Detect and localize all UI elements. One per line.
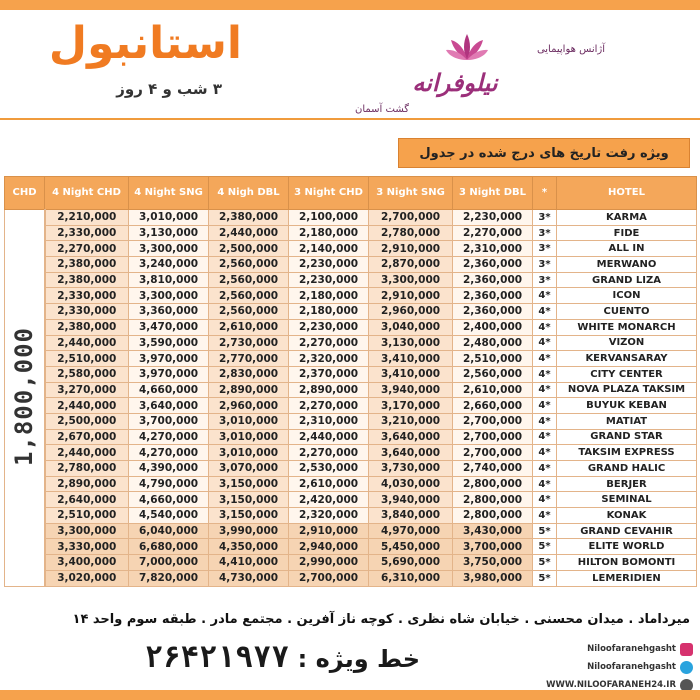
price-cell-n4-dbl: 2,830,000 xyxy=(209,366,289,382)
price-cell-n3-sng: 2,910,000 xyxy=(369,241,453,257)
price-cell-n3-sng: 3,210,000 xyxy=(369,413,453,429)
hotel-stars: 4* xyxy=(533,335,557,351)
price-cell-n4-chd: 2,780,000 xyxy=(45,461,129,477)
price-cell-n4-dbl: 3,150,000 xyxy=(209,508,289,524)
price-cell-n3-dbl: 2,400,000 xyxy=(453,319,533,335)
price-cell-n3-dbl: 3,700,000 xyxy=(453,539,533,555)
hotel-name: TAKSIM EXPRESS xyxy=(557,445,697,461)
hotel-stars: 4* xyxy=(533,288,557,304)
price-cell-n4-dbl: 3,150,000 xyxy=(209,492,289,508)
table-row xyxy=(5,210,697,226)
page-title: استانبول xyxy=(48,18,242,69)
price-cell-n3-dbl: 2,700,000 xyxy=(453,429,533,445)
price-cell-n4-dbl: 2,560,000 xyxy=(209,304,289,320)
price-cell-n3-sng: 2,780,000 xyxy=(369,225,453,241)
social-telegram-text: Niloofaranehgasht xyxy=(587,662,676,672)
price-cell-n3-chd: 2,700,000 xyxy=(289,570,369,586)
price-cell-n4-sng: 4,270,000 xyxy=(129,429,209,445)
price-cell-n3-chd: 2,270,000 xyxy=(289,445,369,461)
price-cell-n3-sng: 3,640,000 xyxy=(369,445,453,461)
price-cell-n4-chd: 2,380,000 xyxy=(45,257,129,273)
price-cell-n3-chd: 2,230,000 xyxy=(289,272,369,288)
price-cell-n4-sng: 3,010,000 xyxy=(129,210,209,226)
price-cell-n4-sng: 4,540,000 xyxy=(129,508,209,524)
price-cell-n4-dbl: 4,350,000 xyxy=(209,539,289,555)
price-cell-n3-chd: 2,370,000 xyxy=(289,366,369,382)
hotline-number[interactable]: ۲۶۴۲۱۹۷۷ xyxy=(144,640,290,675)
price-cell-n4-sng: 7,820,000 xyxy=(129,570,209,586)
price-cell-n4-chd: 2,640,000 xyxy=(45,492,129,508)
price-cell-n3-sng: 4,030,000 xyxy=(369,476,453,492)
price-cell-n3-chd: 2,180,000 xyxy=(289,288,369,304)
address: میرداماد . میدان محسنی . خیابان شاه نظری . کوچه ناز آفرین . مجتمع مادر . طبقه سوم واحد ۱۴ xyxy=(72,612,690,627)
price-cell-n4-sng: 4,660,000 xyxy=(129,492,209,508)
price-cell-n3-chd: 2,180,000 xyxy=(289,225,369,241)
hotel-name: KONAK xyxy=(557,508,697,524)
price-cell-n4-sng: 3,590,000 xyxy=(129,335,209,351)
price-cell-n4-dbl: 3,990,000 xyxy=(209,523,289,539)
price-cell-n3-sng: 3,640,000 xyxy=(369,429,453,445)
table-row xyxy=(5,335,697,351)
hotel-stars: 3* xyxy=(533,272,557,288)
hotel-stars: 4* xyxy=(533,429,557,445)
price-cell-n4-chd: 3,270,000 xyxy=(45,382,129,398)
hotel-stars: 4* xyxy=(533,319,557,335)
price-cell-n4-dbl: 4,410,000 xyxy=(209,555,289,571)
price-cell-n3-dbl: 2,230,000 xyxy=(453,210,533,226)
price-cell-n4-sng: 3,300,000 xyxy=(129,288,209,304)
price-cell-n4-chd: 2,510,000 xyxy=(45,508,129,524)
price-cell-n3-sng: 2,870,000 xyxy=(369,257,453,273)
price-cell-n4-sng: 6,040,000 xyxy=(129,523,209,539)
price-cell-n3-chd: 2,270,000 xyxy=(289,398,369,414)
hotel-stars: 4* xyxy=(533,351,557,367)
hotel-name: CITY CENTER xyxy=(557,366,697,382)
hotel-stars: 3* xyxy=(533,241,557,257)
hotel-name: FIDE xyxy=(557,225,697,241)
bottom-bar xyxy=(0,690,700,700)
table-header-row xyxy=(5,177,697,210)
price-cell-n3-dbl: 2,310,000 xyxy=(453,241,533,257)
table-row xyxy=(5,288,697,304)
price-cell-n3-dbl: 2,360,000 xyxy=(453,272,533,288)
price-cell-n4-sng: 4,660,000 xyxy=(129,382,209,398)
price-cell-n4-sng: 7,000,000 xyxy=(129,555,209,571)
price-cell-n3-dbl: 3,430,000 xyxy=(453,523,533,539)
price-cell-n3-dbl: 3,980,000 xyxy=(453,570,533,586)
price-cell-n4-dbl: 3,150,000 xyxy=(209,476,289,492)
hotel-name: CUENTO xyxy=(557,304,697,320)
agency-tagline: آژانس هواپیمایی xyxy=(536,44,605,55)
price-cell-n3-sng: 3,940,000 xyxy=(369,492,453,508)
price-cell-n4-sng: 3,130,000 xyxy=(129,225,209,241)
price-cell-n4-dbl: 2,500,000 xyxy=(209,241,289,257)
price-table xyxy=(4,176,697,587)
price-cell-n4-sng: 3,240,000 xyxy=(129,257,209,273)
agency-tagline-2: گشت آسمان xyxy=(355,104,410,115)
hotel-stars: 4* xyxy=(533,445,557,461)
hotel-stars: 4* xyxy=(533,508,557,524)
hotel-name: WHITE MONARCH xyxy=(557,319,697,335)
agency-logo xyxy=(355,30,605,115)
price-cell-n4-sng: 3,700,000 xyxy=(129,413,209,429)
table-row xyxy=(5,241,697,257)
table-row xyxy=(5,272,697,288)
price-cell-n3-dbl: 2,800,000 xyxy=(453,492,533,508)
price-cell-n4-dbl: 3,070,000 xyxy=(209,461,289,477)
price-cell-n4-chd: 2,890,000 xyxy=(45,476,129,492)
price-cell-n4-sng: 3,470,000 xyxy=(129,319,209,335)
price-cell-n4-chd: 3,330,000 xyxy=(45,539,129,555)
table-row xyxy=(5,570,697,586)
price-cell-n3-chd: 2,420,000 xyxy=(289,492,369,508)
hotel-stars: 5* xyxy=(533,523,557,539)
price-cell-n3-chd: 2,140,000 xyxy=(289,241,369,257)
hotel-name: ICON xyxy=(557,288,697,304)
offer-banner: ویژه رفت تاریخ های درج شده در جدول xyxy=(398,138,690,168)
price-cell-n3-dbl: 2,270,000 xyxy=(453,225,533,241)
price-cell-n4-dbl: 4,730,000 xyxy=(209,570,289,586)
col-3night-chd: 3 Night CHD xyxy=(289,177,369,210)
price-cell-n3-sng: 3,840,000 xyxy=(369,508,453,524)
price-cell-n3-sng: 3,300,000 xyxy=(369,272,453,288)
price-cell-n4-chd: 2,380,000 xyxy=(45,319,129,335)
price-cell-n3-dbl: 2,740,000 xyxy=(453,461,533,477)
hotel-name: VIZON xyxy=(557,335,697,351)
price-cell-n4-dbl: 2,960,000 xyxy=(209,398,289,414)
price-cell-n3-sng: 2,700,000 xyxy=(369,210,453,226)
price-cell-n4-chd: 2,270,000 xyxy=(45,241,129,257)
price-cell-n4-sng: 3,810,000 xyxy=(129,272,209,288)
agency-name: نیلوفرانه xyxy=(412,68,498,97)
price-cell-n3-dbl: 2,610,000 xyxy=(453,382,533,398)
price-cell-n4-chd: 2,580,000 xyxy=(45,366,129,382)
price-cell-n3-sng: 2,910,000 xyxy=(369,288,453,304)
price-cell-n4-chd: 2,330,000 xyxy=(45,225,129,241)
hotel-stars: 4* xyxy=(533,304,557,320)
price-cell-n4-sng: 4,390,000 xyxy=(129,461,209,477)
hotel-name: BERJER xyxy=(557,476,697,492)
price-cell-n4-chd: 2,380,000 xyxy=(45,272,129,288)
hotel-name: GRAND STAR xyxy=(557,429,697,445)
price-cell-n3-dbl: 2,560,000 xyxy=(453,366,533,382)
hotel-stars: 4* xyxy=(533,492,557,508)
table-row xyxy=(5,445,697,461)
price-cell-n4-chd: 2,440,000 xyxy=(45,335,129,351)
hotel-stars: 4* xyxy=(533,366,557,382)
price-cell-n4-dbl: 3,010,000 xyxy=(209,429,289,445)
table-row xyxy=(5,539,697,555)
price-cell-n4-sng: 3,970,000 xyxy=(129,366,209,382)
hotel-name: ALL IN xyxy=(557,241,697,257)
social-instagram[interactable] xyxy=(488,640,693,658)
price-cell-n3-sng: 5,450,000 xyxy=(369,539,453,555)
price-cell-n4-dbl: 2,440,000 xyxy=(209,225,289,241)
social-instagram-text: Niloofaranehgasht xyxy=(587,644,676,654)
price-cell-n3-chd: 2,910,000 xyxy=(289,523,369,539)
price-cell-n4-chd: 2,330,000 xyxy=(45,304,129,320)
price-cell-n3-sng: 3,040,000 xyxy=(369,319,453,335)
table-row xyxy=(5,366,697,382)
price-cell-n4-sng: 4,270,000 xyxy=(129,445,209,461)
price-cell-n4-sng: 3,360,000 xyxy=(129,304,209,320)
price-cell-n3-sng: 3,410,000 xyxy=(369,351,453,367)
tour-duration: ۳ شب و ۴ روز xyxy=(116,80,222,98)
hotel-name: NOVA PLAZA TAKSIM xyxy=(557,382,697,398)
price-cell-n4-dbl: 3,010,000 xyxy=(209,445,289,461)
hotel-stars: 4* xyxy=(533,382,557,398)
price-cell-n4-chd: 2,440,000 xyxy=(45,445,129,461)
price-cell-n4-chd: 3,020,000 xyxy=(45,570,129,586)
price-cell-n4-dbl: 2,380,000 xyxy=(209,210,289,226)
header-stripe xyxy=(0,0,700,10)
price-cell-n3-sng: 2,960,000 xyxy=(369,304,453,320)
chd-price-cell xyxy=(5,210,45,587)
table-row xyxy=(5,319,697,335)
hotel-stars: 4* xyxy=(533,398,557,414)
hotel-stars: 5* xyxy=(533,570,557,586)
hotel-stars: 5* xyxy=(533,539,557,555)
price-cell-n4-sng: 3,300,000 xyxy=(129,241,209,257)
price-cell-n3-sng: 4,970,000 xyxy=(369,523,453,539)
price-cell-n3-chd: 2,440,000 xyxy=(289,429,369,445)
price-cell-n3-dbl: 2,360,000 xyxy=(453,288,533,304)
col-3night-dbl: 3 Night DBL xyxy=(453,177,533,210)
price-cell-n3-dbl: 2,700,000 xyxy=(453,413,533,429)
hotel-name: LEMERIDIEN xyxy=(557,570,697,586)
price-cell-n4-chd: 2,330,000 xyxy=(45,288,129,304)
header xyxy=(0,0,700,120)
hotel-name: GRAND LIZA xyxy=(557,272,697,288)
hotel-stars: 4* xyxy=(533,461,557,477)
table-row xyxy=(5,461,697,477)
hotel-name: HILTON BOMONTI xyxy=(557,555,697,571)
hotel-stars: 4* xyxy=(533,476,557,492)
price-cell-n3-dbl: 2,360,000 xyxy=(453,304,533,320)
price-cell-n4-dbl: 2,560,000 xyxy=(209,257,289,273)
price-cell-n3-chd: 2,940,000 xyxy=(289,539,369,555)
price-cell-n4-chd: 2,500,000 xyxy=(45,413,129,429)
table-row xyxy=(5,476,697,492)
price-cell-n4-dbl: 2,890,000 xyxy=(209,382,289,398)
price-cell-n3-chd: 2,180,000 xyxy=(289,304,369,320)
price-cell-n3-sng: 3,940,000 xyxy=(369,382,453,398)
table-row xyxy=(5,555,697,571)
price-cell-n3-chd: 2,610,000 xyxy=(289,476,369,492)
price-cell-n4-sng: 4,790,000 xyxy=(129,476,209,492)
price-cell-n4-chd: 2,210,000 xyxy=(45,210,129,226)
price-cell-n3-sng: 6,310,000 xyxy=(369,570,453,586)
price-cell-n3-dbl: 2,660,000 xyxy=(453,398,533,414)
hotel-stars: 3* xyxy=(533,225,557,241)
price-cell-n4-chd: 2,510,000 xyxy=(45,351,129,367)
price-cell-n4-chd: 3,400,000 xyxy=(45,555,129,571)
instagram-icon xyxy=(680,643,693,656)
hotel-stars: 3* xyxy=(533,210,557,226)
price-cell-n4-dbl: 2,560,000 xyxy=(209,272,289,288)
hotel-name: MATIAT xyxy=(557,413,697,429)
hotel-name: SEMINAL xyxy=(557,492,697,508)
table-row xyxy=(5,382,697,398)
price-cell-n4-dbl: 2,560,000 xyxy=(209,288,289,304)
table-row xyxy=(5,492,697,508)
col-chd: CHD xyxy=(5,177,45,210)
price-cell-n4-dbl: 3,010,000 xyxy=(209,413,289,429)
price-cell-n3-chd: 2,890,000 xyxy=(289,382,369,398)
table-row xyxy=(5,523,697,539)
price-cell-n3-chd: 2,320,000 xyxy=(289,351,369,367)
table-row xyxy=(5,413,697,429)
price-cell-n4-sng: 3,970,000 xyxy=(129,351,209,367)
price-cell-n3-chd: 2,230,000 xyxy=(289,319,369,335)
hotel-name: GRAND CEVAHIR xyxy=(557,523,697,539)
chd-price: 1,800,000 xyxy=(10,326,39,466)
price-cell-n4-dbl: 2,610,000 xyxy=(209,319,289,335)
price-cell-n3-sng: 3,730,000 xyxy=(369,461,453,477)
price-cell-n3-sng: 5,690,000 xyxy=(369,555,453,571)
price-cell-n4-chd: 3,300,000 xyxy=(45,523,129,539)
price-cell-n3-chd: 2,990,000 xyxy=(289,555,369,571)
price-cell-n3-dbl: 2,510,000 xyxy=(453,351,533,367)
price-cell-n3-sng: 3,170,000 xyxy=(369,398,453,414)
hotel-name: GRAND HALIC xyxy=(557,461,697,477)
price-cell-n3-chd: 2,320,000 xyxy=(289,508,369,524)
col-hotel: HOTEL xyxy=(557,177,697,210)
social-website-text: WWW.NILOOFARANEH24.IR xyxy=(546,680,676,690)
hotel-stars: 4* xyxy=(533,413,557,429)
hotel-name: BUYUK KEBAN xyxy=(557,398,697,414)
price-cell-n3-chd: 2,530,000 xyxy=(289,461,369,477)
hotel-name: MERWANO xyxy=(557,257,697,273)
hotel-name: ELITE WORLD xyxy=(557,539,697,555)
col-4night-sng: 4 Night SNG xyxy=(129,177,209,210)
price-cell-n3-dbl: 3,750,000 xyxy=(453,555,533,571)
price-cell-n3-dbl: 2,800,000 xyxy=(453,476,533,492)
col-3night-sng: 3 Night SNG xyxy=(369,177,453,210)
hotel-name: KARMA xyxy=(557,210,697,226)
price-cell-n3-dbl: 2,700,000 xyxy=(453,445,533,461)
hotel-stars: 5* xyxy=(533,555,557,571)
table-row xyxy=(5,508,697,524)
table-row xyxy=(5,257,697,273)
price-cell-n3-dbl: 2,480,000 xyxy=(453,335,533,351)
col-4night-chd: 4 Night CHD xyxy=(45,177,129,210)
price-cell-n3-sng: 3,130,000 xyxy=(369,335,453,351)
price-cell-n3-sng: 3,410,000 xyxy=(369,366,453,382)
price-cell-n3-dbl: 2,800,000 xyxy=(453,508,533,524)
price-cell-n3-chd: 2,270,000 xyxy=(289,335,369,351)
price-cell-n4-chd: 2,440,000 xyxy=(45,398,129,414)
col-star: * xyxy=(533,177,557,210)
col-4night-dbl: 4 Nigh DBL xyxy=(209,177,289,210)
table-row xyxy=(5,429,697,445)
price-cell-n4-chd: 2,670,000 xyxy=(45,429,129,445)
telegram-icon xyxy=(680,661,693,674)
lotus-icon xyxy=(445,30,489,66)
table-row xyxy=(5,225,697,241)
price-cell-n3-chd: 2,310,000 xyxy=(289,413,369,429)
social-telegram[interactable] xyxy=(488,658,693,676)
table-row xyxy=(5,304,697,320)
hotel-stars: 3* xyxy=(533,257,557,273)
price-cell-n4-dbl: 2,730,000 xyxy=(209,335,289,351)
hotline xyxy=(120,640,420,675)
table-row xyxy=(5,398,697,414)
price-cell-n3-chd: 2,100,000 xyxy=(289,210,369,226)
price-cell-n4-sng: 6,680,000 xyxy=(129,539,209,555)
table-row xyxy=(5,351,697,367)
hotline-label: خط ویژه : xyxy=(297,645,420,673)
hotel-name: KERVANSARAY xyxy=(557,351,697,367)
price-cell-n3-chd: 2,230,000 xyxy=(289,257,369,273)
price-cell-n4-dbl: 2,770,000 xyxy=(209,351,289,367)
social-links xyxy=(488,640,693,694)
price-cell-n3-dbl: 2,360,000 xyxy=(453,257,533,273)
price-cell-n4-sng: 3,640,000 xyxy=(129,398,209,414)
